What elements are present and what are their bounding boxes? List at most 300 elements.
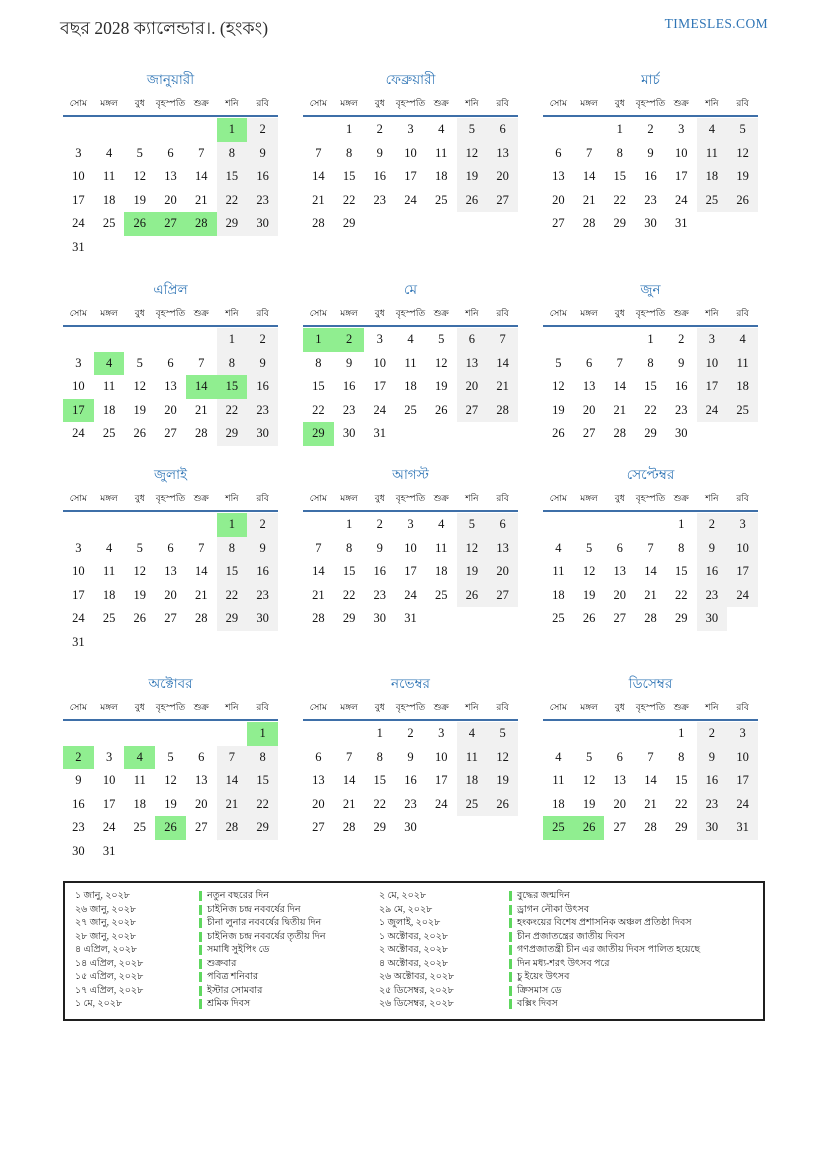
day-cell: 24: [72, 216, 85, 230]
week-row: [543, 118, 758, 142]
day-cell: 23: [644, 192, 657, 207]
weekday-label: শনি: [705, 493, 719, 503]
day-cell: 4: [438, 517, 445, 531]
day-cell: 30: [404, 820, 417, 834]
day-cell: 18: [434, 169, 448, 183]
day-cell: [186, 236, 217, 260]
site-link[interactable]: TIMESLES.COM: [664, 16, 768, 31]
week-row: [303, 537, 518, 561]
day-cell: 15: [373, 773, 387, 787]
day-cell: 31: [373, 426, 387, 440]
day-cell: 29: [342, 611, 356, 625]
holiday-name: [509, 985, 759, 997]
holiday-name: [199, 971, 375, 983]
day-cell: [124, 328, 155, 352]
week-row: [303, 399, 518, 423]
week-row: [543, 212, 758, 236]
day-cell: 30: [247, 212, 278, 236]
week-row: [543, 352, 758, 376]
day-cell: 30: [674, 426, 688, 440]
day-cell: 5: [585, 749, 593, 764]
day-cell: 27: [194, 820, 208, 834]
day-cell: 21: [644, 796, 657, 811]
month-title: এপ্রিল: [153, 282, 188, 297]
day-cell: [247, 840, 278, 864]
day-cell: 9: [697, 746, 728, 770]
weekday-label: সোম: [309, 702, 327, 712]
day-cell: 19: [133, 587, 147, 602]
day-cell: 25: [434, 192, 448, 207]
day-cell: [124, 513, 155, 537]
weekday-label: রবি: [736, 493, 749, 503]
day-cell: 30: [247, 422, 278, 446]
day-cell: 29: [217, 607, 248, 631]
day-cell: 26: [133, 611, 147, 625]
day-cell: [186, 631, 217, 655]
day-cell: [395, 422, 426, 446]
weekday-label: শুক্র: [433, 702, 449, 712]
day-cell: 31: [727, 816, 758, 840]
page-header: [60, 16, 768, 45]
day-cell: 25: [727, 399, 758, 423]
day-cell: 11: [552, 773, 565, 787]
day-cell: [543, 328, 574, 352]
day-cell: 7: [345, 749, 353, 764]
day-cell: 11: [435, 145, 448, 160]
legend-color-bar: [509, 932, 512, 942]
day-cell: [217, 631, 248, 655]
day-cell: 8: [345, 145, 353, 160]
day-cell: 18: [102, 192, 116, 207]
weekday-label: রবি: [736, 702, 749, 712]
month-title: ডিসেম্বর: [628, 676, 673, 691]
holiday-name-text: চু ইয়েং উৎসব: [517, 972, 570, 982]
day-cell: 25: [102, 426, 116, 440]
week-row: [63, 840, 278, 864]
month-title: জানুয়ারী: [146, 72, 195, 87]
day-cell: 30: [342, 426, 356, 440]
weekday-label: মঙ্গল: [100, 493, 118, 503]
day-cell: 27: [457, 399, 488, 423]
day-cell: 2: [697, 722, 728, 746]
day-cell: 28: [582, 216, 596, 230]
day-cell: 17: [373, 379, 387, 393]
day-cell: 1: [345, 517, 353, 531]
day-cell: 2: [697, 513, 728, 537]
day-cell: 9: [75, 773, 82, 787]
day-cell: 6: [487, 513, 518, 537]
day-cell: 19: [582, 587, 596, 602]
week-row: [63, 236, 278, 260]
week-row: [303, 352, 518, 376]
day-cell: 10: [727, 746, 758, 770]
weekday-label: বুধ: [374, 493, 385, 503]
day-cell: 18: [434, 564, 448, 578]
day-cell: 20: [164, 587, 177, 602]
day-cell: [124, 118, 155, 142]
day-cell: 17: [102, 796, 116, 811]
holiday-date: ১ জুলাই, ২০২৮: [379, 918, 441, 928]
day-cell: 19: [457, 560, 488, 584]
holiday-date: ২৫ ডিসেম্বর, ২০২৮: [379, 985, 454, 996]
day-cell: 4: [94, 352, 125, 376]
holiday-date: ২৬ অক্টোবর, ২০২৮: [379, 972, 455, 982]
day-cell: 4: [407, 332, 414, 346]
day-cell: 24: [72, 426, 85, 440]
week-row: [63, 352, 278, 376]
weekday-label: বুধ: [614, 493, 625, 503]
holiday-date: ১৪ এপ্রিল, ২০২৮: [75, 958, 144, 969]
day-cell: 11: [404, 355, 417, 370]
day-cell: 1: [217, 328, 248, 352]
day-cell: 4: [124, 746, 155, 770]
day-cell: 23: [247, 189, 278, 213]
day-cell: 14: [217, 769, 248, 793]
day-cell: 11: [435, 540, 448, 555]
week-row: [63, 793, 278, 817]
day-cell: 15: [674, 773, 688, 787]
day-cell: 2: [376, 122, 383, 136]
week-row: [543, 165, 758, 189]
day-cell: 17: [63, 399, 94, 423]
month-block: [303, 465, 518, 674]
weekday-label: মঙ্গল: [100, 702, 118, 712]
legend-color-bar: [509, 972, 512, 982]
weekday-label: শুক্র: [673, 98, 689, 108]
day-cell: 26: [457, 584, 488, 608]
week-row: [63, 399, 278, 423]
day-cell: 14: [312, 169, 325, 183]
day-cell: 9: [376, 145, 383, 160]
weekday-label: বুধ: [134, 702, 145, 712]
day-cell: 27: [487, 584, 518, 608]
week-row: [303, 793, 518, 817]
day-cell: [364, 212, 395, 236]
day-cell: 4: [105, 145, 113, 160]
weekday-label: সোম: [549, 493, 567, 503]
weekday-label: রবি: [496, 702, 509, 712]
day-cell: 8: [647, 355, 654, 370]
holiday-name-text: শুক্রবার: [207, 958, 237, 969]
weekday-label: সোম: [309, 98, 327, 108]
day-cell: 28: [487, 399, 518, 423]
day-cell: 3: [678, 122, 685, 136]
week-row: [303, 816, 518, 840]
day-cell: 13: [487, 537, 518, 561]
day-cell: 28: [312, 611, 325, 625]
legend-color-bar: [199, 999, 202, 1009]
day-cell: 20: [487, 560, 518, 584]
day-cell: 25: [457, 793, 488, 817]
day-cell: [727, 212, 758, 236]
day-cell: 24: [697, 399, 728, 423]
day-cell: 12: [133, 379, 147, 393]
week-row: [63, 537, 278, 561]
day-cell: 9: [647, 145, 654, 160]
week-row: [63, 513, 278, 537]
week-row: [543, 746, 758, 770]
day-cell: 22: [644, 402, 657, 417]
weekday-label: শনি: [465, 702, 479, 712]
weekday-header-row: [303, 491, 518, 512]
day-cell: [155, 513, 186, 537]
day-cell: 18: [102, 402, 116, 417]
day-cell: 14: [312, 564, 325, 578]
weekday-label: শুক্র: [433, 493, 449, 503]
weekday-header-row: [63, 306, 278, 327]
day-cell: 7: [616, 355, 623, 370]
day-cell: 1: [217, 513, 248, 537]
day-cell: 2: [247, 328, 278, 352]
day-cell: 16: [404, 773, 417, 787]
legend-color-bar: [199, 986, 202, 996]
day-cell: 13: [613, 773, 627, 787]
holiday-name-text: বক্সিং দিবস: [517, 999, 558, 1009]
day-cell: 21: [194, 587, 208, 602]
weekday-label: শুক্র: [193, 702, 209, 712]
week-row: [303, 375, 518, 399]
weekday-label: বুধ: [374, 98, 385, 108]
day-cell: 25: [102, 611, 116, 625]
day-cell: 9: [345, 355, 353, 370]
day-cell: 16: [373, 169, 387, 183]
day-cell: [124, 840, 155, 864]
month-block: [303, 70, 518, 280]
holiday-date: ২৯ মে, ২০২৮: [379, 904, 433, 915]
day-cell: 10: [72, 379, 85, 393]
weekday-label: বৃহস্পতি: [155, 98, 186, 108]
week-row: [303, 422, 518, 446]
day-cell: 25: [434, 587, 448, 602]
day-cell: [303, 513, 334, 537]
week-row: [303, 722, 518, 746]
holiday-name-text: ক্রিসমাস ডে: [517, 985, 562, 996]
weekday-label: মঙ্গল: [340, 702, 358, 712]
weekday-label: শুক্র: [433, 98, 449, 108]
day-cell: 26: [133, 426, 147, 440]
day-cell: 11: [103, 564, 116, 578]
day-cell: 3: [727, 513, 758, 537]
day-cell: 6: [457, 328, 488, 352]
day-cell: 8: [376, 749, 383, 764]
day-cell: 16: [342, 379, 356, 393]
day-cell: [604, 513, 635, 537]
day-cell: 14: [644, 773, 657, 787]
day-cell: 1: [303, 328, 334, 352]
day-cell: 12: [582, 564, 596, 578]
day-cell: [334, 722, 365, 746]
weekday-label: বৃহস্পতি: [395, 308, 426, 318]
day-cell: 29: [674, 611, 688, 625]
weekday-label: রবি: [256, 308, 269, 318]
week-row: [303, 746, 518, 770]
day-cell: 9: [407, 749, 414, 764]
day-cell: 28: [644, 611, 657, 625]
day-cell: 10: [72, 169, 85, 183]
holiday-legend: [63, 881, 765, 1021]
day-cell: 16: [697, 560, 728, 584]
day-cell: 26: [124, 212, 155, 236]
day-cell: 26: [552, 426, 565, 440]
holiday-name: [199, 985, 375, 997]
day-cell: 19: [164, 796, 177, 811]
day-cell: [63, 118, 94, 142]
day-cell: [155, 840, 186, 864]
day-cell: 13: [164, 379, 177, 393]
day-cell: 7: [647, 540, 654, 555]
day-cell: 5: [487, 722, 518, 746]
day-cell: 12: [582, 773, 596, 787]
day-cell: 19: [434, 379, 448, 393]
holiday-date: ৪ এপ্রিল, ২০২৮: [75, 945, 138, 955]
day-cell: 23: [342, 402, 356, 417]
day-cell: 3: [75, 540, 82, 555]
day-cell: 7: [315, 540, 322, 555]
day-cell: 19: [487, 769, 518, 793]
day-cell: 3: [407, 517, 414, 531]
day-cell: 16: [373, 564, 387, 578]
holiday-name: [199, 931, 375, 943]
week-row: [543, 560, 758, 584]
day-cell: 28: [342, 820, 356, 834]
week-row: [63, 118, 278, 142]
day-cell: 14: [644, 564, 657, 578]
month-title: ফেব্রুয়ারী: [385, 72, 436, 87]
day-cell: 5: [585, 540, 593, 555]
month-title: জুন: [640, 282, 661, 297]
day-cell: 2: [63, 746, 94, 770]
day-cell: 6: [198, 749, 205, 764]
day-cell: 24: [727, 584, 758, 608]
weekday-label: শনি: [705, 308, 719, 318]
holiday-name: [199, 958, 375, 970]
day-cell: 21: [487, 375, 518, 399]
day-cell: 11: [457, 746, 488, 770]
week-row: [63, 769, 278, 793]
day-cell: 22: [342, 192, 356, 207]
day-cell: [186, 513, 217, 537]
day-cell: 6: [487, 118, 518, 142]
day-cell: 4: [727, 328, 758, 352]
day-cell: 18: [457, 769, 488, 793]
day-cell: 2: [376, 517, 383, 531]
day-cell: [303, 118, 334, 142]
week-row: [543, 584, 758, 608]
weekday-label: রবি: [256, 98, 269, 108]
day-cell: [63, 328, 94, 352]
day-cell: 21: [194, 402, 208, 417]
day-cell: 12: [487, 746, 518, 770]
holiday-name-text: শ্রমিক দিবস: [207, 999, 251, 1009]
day-cell: [727, 422, 758, 446]
month-block: [63, 70, 278, 280]
weekday-label: শুক্র: [433, 308, 449, 318]
week-row: [63, 746, 278, 770]
day-cell: 31: [72, 239, 85, 254]
week-row: [543, 769, 758, 793]
day-cell: 28: [644, 820, 657, 834]
weekday-label: শনি: [465, 493, 479, 503]
day-cell: 11: [552, 564, 565, 578]
day-cell: 30: [72, 843, 85, 858]
legend-color-bar: [199, 932, 202, 942]
day-cell: 4: [105, 540, 113, 555]
day-cell: [457, 212, 488, 236]
day-cell: 26: [487, 793, 518, 817]
day-cell: 30: [644, 216, 657, 230]
day-cell: 8: [345, 540, 353, 555]
months-grid: [63, 70, 758, 880]
day-cell: 15: [342, 169, 356, 183]
day-cell: 23: [247, 584, 278, 608]
weekday-header-row: [303, 96, 518, 117]
day-cell: [186, 328, 217, 352]
day-cell: 13: [164, 564, 177, 578]
weekday-label: বুধ: [134, 308, 145, 318]
holiday-name-text: নতুন বছরের দিন: [207, 891, 269, 901]
day-cell: 18: [133, 796, 147, 811]
day-cell: [697, 422, 728, 446]
week-row: [543, 375, 758, 399]
day-cell: 1: [616, 122, 623, 136]
day-cell: 28: [312, 216, 325, 230]
day-cell: 2: [334, 328, 365, 352]
day-cell: [94, 722, 125, 746]
day-cell: 13: [552, 169, 565, 183]
day-cell: 15: [217, 165, 248, 189]
month-block: [303, 280, 518, 465]
day-cell: 3: [697, 328, 728, 352]
day-cell: 13: [312, 773, 325, 787]
day-cell: [487, 607, 518, 631]
weekday-label: বৃহস্পতি: [635, 308, 666, 318]
holiday-name: [509, 904, 759, 916]
day-cell: 26: [457, 189, 488, 213]
holiday-name-text: ড্রাগন নৌকা উৎসব: [517, 904, 590, 915]
day-cell: 6: [585, 355, 593, 370]
holiday-name: [199, 890, 375, 902]
day-cell: 19: [582, 796, 596, 811]
week-row: [63, 422, 278, 446]
day-cell: 20: [613, 796, 627, 811]
day-cell: 26: [582, 611, 596, 625]
day-cell: 4: [555, 749, 562, 764]
day-cell: 1: [678, 517, 685, 531]
day-cell: [457, 607, 488, 631]
day-cell: [186, 118, 217, 142]
day-cell: 17: [727, 560, 758, 584]
day-cell: 1: [247, 722, 278, 746]
weekday-label: রবি: [256, 493, 269, 503]
day-cell: 1: [647, 332, 654, 346]
day-cell: 17: [697, 375, 728, 399]
day-cell: [426, 607, 457, 631]
day-cell: 4: [697, 118, 728, 142]
day-cell: 22: [217, 189, 248, 213]
day-cell: 3: [438, 726, 445, 740]
legend-color-bar: [509, 986, 512, 996]
day-cell: 11: [103, 169, 116, 183]
day-cell: 10: [102, 773, 116, 787]
holiday-date: ২ মে, ২০২৮: [379, 891, 427, 901]
day-cell: 17: [434, 773, 448, 787]
day-cell: 13: [457, 352, 488, 376]
day-cell: [697, 212, 728, 236]
day-cell: 15: [674, 564, 688, 578]
week-row: [63, 560, 278, 584]
month-title: জুলাই: [153, 467, 188, 482]
week-row: [543, 422, 758, 446]
